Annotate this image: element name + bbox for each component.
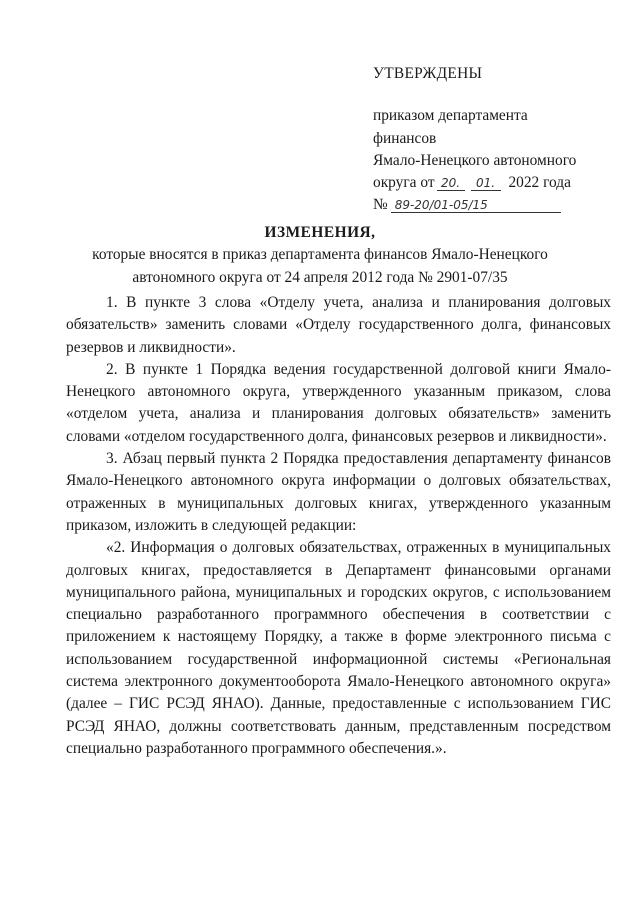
paragraph-2: 2. В пункте 1 Порядка ведения государственной долговой книги Ямало-Ненецкого автономного округа, утвержденного указанным приказом, слова «отделом учета, анализа и планирования долговых обязательств» заменить словами «отделом государственного долга, финансовых резервов и ликвидности». xyxy=(66,360,611,445)
approval-date-line xyxy=(373,172,623,194)
date-year: 2022 года xyxy=(508,174,571,192)
heading-subtitle-line-1: которые вносятся в приказ департамента финансов Ямало-Ненецкого xyxy=(92,246,548,264)
heading-title: ИЗМЕНЕНИЯ, xyxy=(264,224,376,241)
approval-line-2: финансов xyxy=(373,129,437,147)
document-body xyxy=(66,292,611,760)
paragraph-3: 3. Абзац первый пункта 2 Порядка предоставления департаменту финансов Ямало-Ненецкого автономного округа информации о долговых обязательствах, отраженных в муниципальных долговых книгах, утвержденного указанным приказом, изложить в следующей редакции: xyxy=(66,450,611,534)
handwritten-day: 20. xyxy=(437,176,465,191)
heading-subtitle-line-2: автономного округа от 24 апреля 2012 года № 2901-07/35 xyxy=(132,268,508,286)
approval-line-1: приказом департамента xyxy=(373,107,528,125)
document-heading xyxy=(0,222,640,289)
paragraph-4: «2. Информация о долговых обязательствах, отраженных в муниципальных долговых книгах, предоставляется в Департамент финансовыми органами муниципального района, муниципальных и городских округов, с использованием специально разработанного программного обеспечения в соответствии с приложением к настоящему Порядку, а также в форме электронного письма с использованием государственной информационной системы «Региональная система электронного документооборота Ямало-Ненецкого автономного округа» (далее – ГИС РСЭД ЯНАО). Данные, предоставленные с использованием ГИС РСЭД ЯНАО, должны соответствовать данным, представленным посредством специально разработанного программного обеспечения.». xyxy=(66,539,611,757)
approval-title: УТВЕРЖДЕНЫ xyxy=(373,65,483,82)
approval-line-3: Ямало-Ненецкого автономного xyxy=(373,151,577,169)
approval-number-line xyxy=(373,194,623,216)
paragraph-1: 1. В пункте 3 слова «Отделу учета, анализа и планирования долговых обязательств» заменить словами «Отделу государственного долга, финансовых резервов и ликвидности». xyxy=(66,294,611,356)
date-prefix: округа от xyxy=(373,174,435,192)
number-sign: № xyxy=(373,196,388,214)
approval-block xyxy=(373,63,623,217)
handwritten-month: 01. xyxy=(471,176,501,191)
handwritten-number: 89-20/01-05/15 xyxy=(391,198,561,213)
